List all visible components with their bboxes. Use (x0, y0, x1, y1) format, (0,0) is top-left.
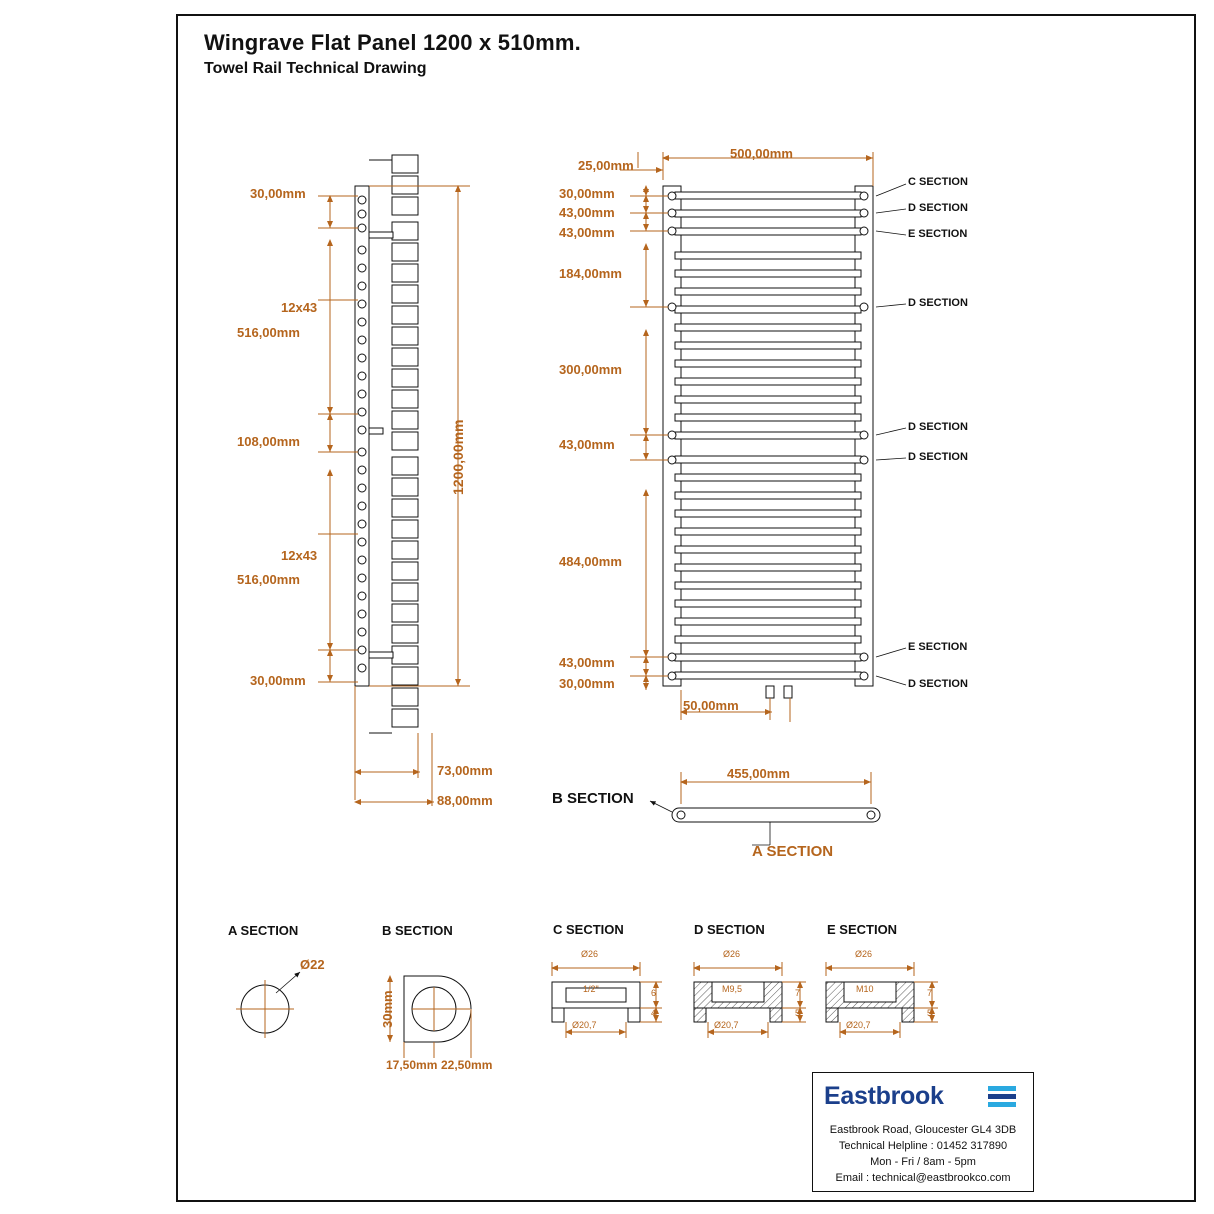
side-dim-73: 73,00mm (437, 763, 493, 778)
section-b-height: 30mm (380, 990, 395, 1028)
front-dim-43-d: 43,00mm (559, 655, 615, 670)
company-logo: Eastbrook (824, 1082, 944, 1110)
side-dim-516-upper: 516,00mm (237, 325, 300, 340)
bar-label-a-section: A SECTION (752, 843, 834, 860)
side-dim-top-30: 30,00mm (250, 186, 306, 201)
side-dim-88: 88,00mm (437, 793, 493, 808)
company-helpline: Technical Helpline : 01452 317890 (838, 1140, 1008, 1152)
section-e-inner: Ø20,7 (846, 1020, 871, 1030)
callout-d-section-1: D SECTION (908, 202, 968, 214)
front-dim-offset-25: 25,00mm (578, 158, 634, 173)
callout-e-section-2: E SECTION (908, 641, 968, 653)
front-dim-300: 300,00mm (559, 362, 622, 377)
bar-label-b-section: B SECTION (552, 790, 634, 807)
callout-d-section-5: D SECTION (908, 678, 968, 690)
section-d-d1: 7 (795, 988, 801, 998)
bar-length-dim: 455,00mm (727, 766, 790, 781)
section-c-d1: 6 (651, 988, 657, 998)
section-d-d2: 5 (795, 1008, 801, 1018)
callout-d-section-3: D SECTION (908, 421, 968, 433)
side-dim-12x43-lower: 12x43 (281, 548, 318, 563)
front-dim-43-a: 43,00mm (559, 205, 615, 220)
page-title: Wingrave Flat Panel 1200 x 510mm. (204, 30, 581, 55)
section-e-outer: Ø26 (855, 949, 873, 959)
front-dim-30-bottom: 30,00mm (559, 676, 615, 691)
overall-height-dim: 1200,00mm (450, 419, 466, 495)
section-e-d2: 5 (927, 1008, 933, 1018)
logo-bars-icon (988, 1086, 1016, 1108)
section-c-outer: Ø26 (581, 949, 599, 959)
section-c-d2: 4 (651, 1008, 657, 1018)
front-dim-width-500: 500,00mm (730, 146, 793, 161)
section-c-thread: 1/2" (583, 984, 599, 994)
section-d-outer: Ø26 (723, 949, 741, 959)
section-c-inner: Ø20,7 (572, 1020, 597, 1030)
callout-d-section-2: D SECTION (908, 297, 968, 309)
side-dim-bottom-30: 30,00mm (250, 673, 306, 688)
section-a-title: A SECTION (228, 923, 299, 938)
section-e-d1: 7 (927, 988, 933, 998)
section-c-title: C SECTION (553, 922, 624, 937)
section-b-dim1: 17,50mm (386, 1058, 438, 1072)
front-dim-43-b: 43,00mm (559, 225, 615, 240)
front-dim-50: 50,00mm (683, 698, 739, 713)
section-e-title: E SECTION (827, 922, 898, 937)
section-b-title: B SECTION (382, 923, 453, 938)
front-dim-43-c: 43,00mm (559, 437, 615, 452)
company-address: Eastbrook Road, Gloucester GL4 3DB (829, 1124, 1017, 1136)
section-a-diameter: Ø22 (300, 957, 325, 972)
front-dim-184: 184,00mm (559, 266, 622, 281)
page-subtitle: Towel Rail Technical Drawing (204, 60, 427, 77)
company-email: Email : technical@eastbrookco.com (835, 1172, 1011, 1184)
section-d-title: D SECTION (694, 922, 765, 937)
front-dim-484: 484,00mm (559, 554, 622, 569)
section-b-dim2: 22,50mm (441, 1058, 493, 1072)
section-d-thread: M9,5 (722, 984, 743, 994)
callout-e-section-1: E SECTION (908, 228, 968, 240)
company-hours: Mon - Fri / 8am - 5pm (870, 1156, 976, 1168)
side-dim-516-lower: 516,00mm (237, 572, 300, 587)
section-e-thread: M10 (856, 984, 874, 994)
side-dim-108: 108,00mm (237, 434, 300, 449)
front-dim-30-top: 30,00mm (559, 186, 615, 201)
side-dim-12x43-upper: 12x43 (281, 300, 318, 315)
callout-d-section-4: D SECTION (908, 451, 968, 463)
callout-c-section-top: C SECTION (908, 176, 968, 188)
section-d-inner: Ø20,7 (714, 1020, 739, 1030)
